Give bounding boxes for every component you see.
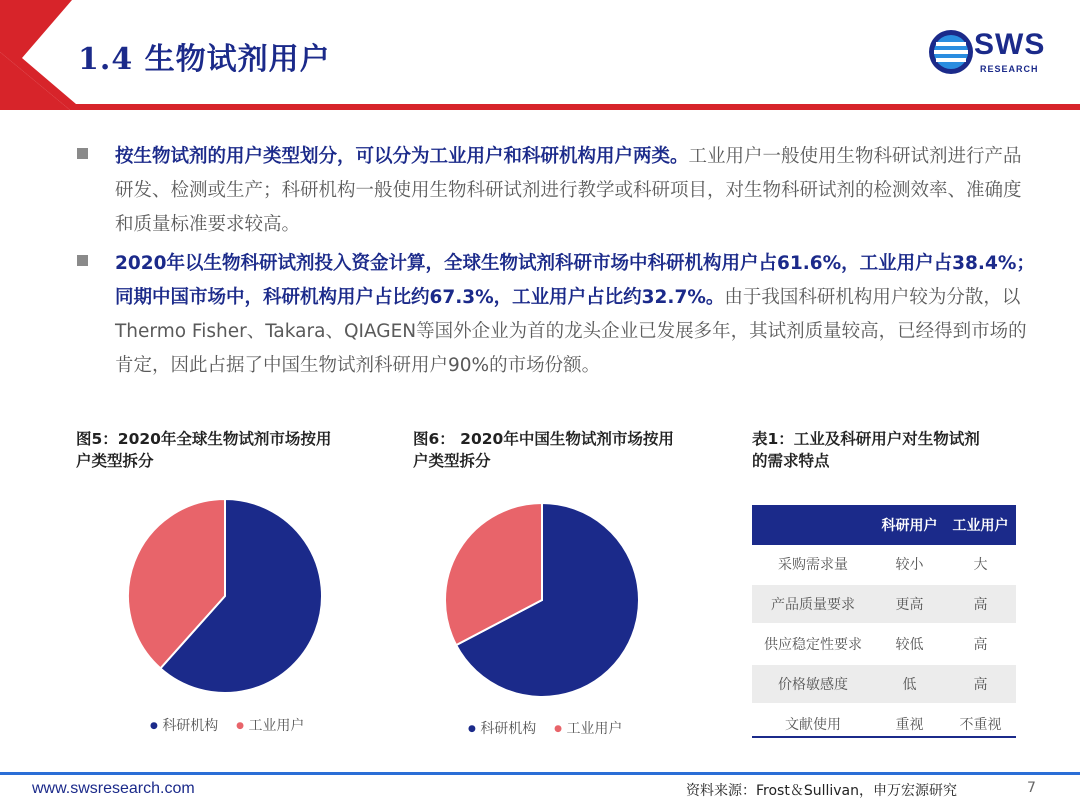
table-row — [752, 584, 1016, 624]
table-header-industry: 工业用户 — [945, 505, 1016, 545]
bullet-1 — [77, 140, 1037, 242]
fig5-title-line1: 图5：2020年全球生物试剂市场按用 — [76, 430, 332, 448]
table-cell: 产品质量要求 — [752, 584, 874, 624]
table1-title-line1: 表1：工业及科研用户对生物试剂 — [752, 430, 980, 448]
pie-china-legend — [468, 718, 622, 738]
bullet-1-body: 工业用户一般使用生物科研试剂进行产品研发、检测或生产；科研机构一般使用生物科研试剂进行教学或科研项目，对生物科研试剂的检测效率、准确度和质量标准要求较高。 — [115, 146, 1022, 235]
bullet-2-body: 由于我国科研机构用户较为分散，以Thermo Fisher、Takara、QIAGEN等国外企业为首的龙头企业已发展多年，其试剂质量较高，已经得到市场的肯定，因此占据了中国生物试剂科研用户90%的市场份额。 — [115, 287, 1027, 376]
fig5-title — [76, 428, 331, 472]
footer-rule — [0, 772, 1080, 775]
table-cell: 大 — [945, 545, 1016, 584]
table-header-row — [752, 505, 1016, 545]
legend-label-research: 科研机构 — [480, 721, 537, 737]
table-cell: 价格敏感度 — [752, 664, 874, 704]
bullet-2-highlight: 2020年以生物科研试剂投入资金计算，全球生物试剂科研市场中科研机构用户占61.6%，工业用户占38.4%；同期中国市场中，科研机构用户占比约67.3%，工业用户占比约32.7%。 — [115, 253, 1035, 308]
fig5-title-line2: 户类型拆分 — [76, 452, 154, 470]
logo-text: SWS — [974, 28, 1046, 61]
legend-label-industry: 工业用户 — [566, 721, 623, 737]
table-cell: 较小 — [874, 545, 945, 584]
bullet-1-text — [115, 140, 1037, 242]
table-cell: 采购需求量 — [752, 545, 874, 584]
page-number: 7 — [1027, 780, 1036, 796]
table1-title-line2: 的需求特点 — [752, 452, 830, 470]
legend-label-research: 科研机构 — [162, 718, 219, 734]
logo-subtext: RESEARCH — [980, 64, 1039, 74]
pie-global-legend — [150, 715, 304, 735]
table-cell: 重视 — [874, 704, 945, 744]
pie-chart-global — [125, 496, 325, 696]
table-cell: 高 — [945, 584, 1016, 624]
table-header-blank — [752, 505, 874, 545]
pie-chart-china — [442, 500, 642, 700]
fig6-title — [413, 428, 674, 472]
table-cell: 不重视 — [945, 704, 1016, 744]
table-header-research: 科研用户 — [874, 505, 945, 545]
footer-url-link[interactable]: www.swsresearch.com — [32, 780, 195, 797]
legend-dot-icon: ● — [150, 721, 158, 731]
table-cell: 更高 — [874, 584, 945, 624]
legend-dot-icon: ● — [554, 724, 562, 734]
logo-icon — [928, 26, 974, 78]
bullet-2-text — [115, 247, 1037, 383]
bullet-2 — [77, 247, 1037, 383]
legend-label-industry: 工业用户 — [248, 718, 305, 734]
bullet-1-highlight: 按生物试剂的用户类型划分，可以分为工业用户和科研机构用户两类。 — [115, 146, 689, 167]
table-bottom-rule — [752, 736, 1016, 738]
table-cell: 较低 — [874, 624, 945, 664]
requirements-table — [752, 505, 1016, 745]
table-cell: 供应稳定性要求 — [752, 624, 874, 664]
table-cell: 高 — [945, 664, 1016, 704]
table-row — [752, 704, 1016, 744]
table-cell: 文献使用 — [752, 704, 874, 744]
table-cell: 高 — [945, 624, 1016, 664]
table-row — [752, 545, 1016, 584]
footer-source: 资料来源：Frost＆Sullivan，申万宏源研究 — [686, 783, 957, 799]
fig6-title-line1: 图6： 2020年中国生物试剂市场按用 — [413, 430, 674, 448]
table1-title — [752, 428, 980, 472]
sws-logo — [928, 26, 1068, 82]
bullet-square-icon — [77, 255, 88, 266]
page-title: 1.4 生物试剂用户 — [78, 42, 331, 77]
legend-dot-icon: ● — [468, 724, 476, 734]
fig6-title-line2: 户类型拆分 — [413, 452, 491, 470]
table-cell: 低 — [874, 664, 945, 704]
bullet-square-icon — [77, 148, 88, 159]
table-row — [752, 624, 1016, 664]
legend-dot-icon: ● — [236, 721, 244, 731]
table-row — [752, 664, 1016, 704]
